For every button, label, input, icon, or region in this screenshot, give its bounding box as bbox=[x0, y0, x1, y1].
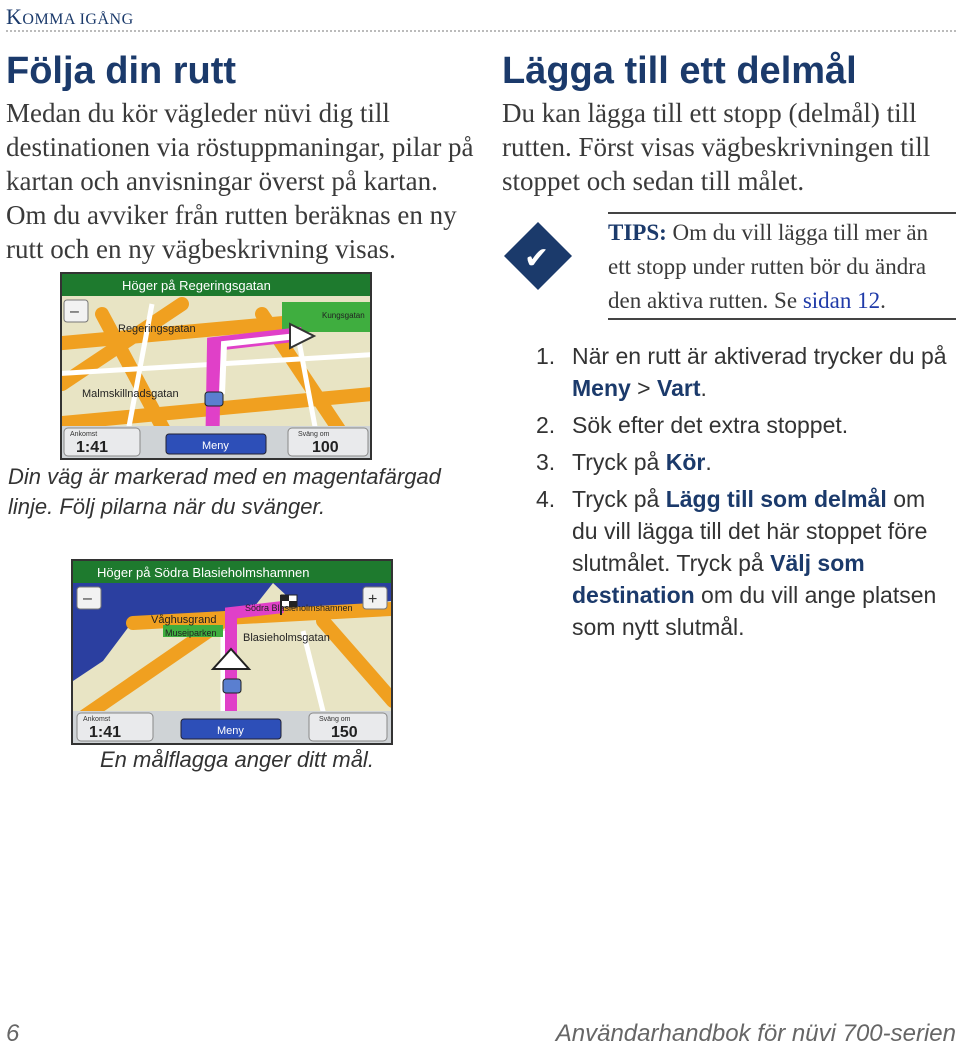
caption-2: En målflagga anger ditt mål. bbox=[100, 747, 374, 772]
left-paragraph: Medan du kör vägleder nüvi dig till destinationen via röstuppmaningar, pilar på kartan och anvisningar överst på kartan. Om du avviker från rutten beräknas en ny rutt och en ny vägbeskrivning visas. bbox=[6, 98, 474, 264]
keyword-lagg-till-som-delmal: Lägg till som delmål bbox=[665, 486, 887, 512]
tip-text: Om du vill lägga till mer än ett stopp under rutten bör du ändra den aktiva rutten. Se bbox=[608, 220, 929, 313]
step-number: 2. bbox=[536, 412, 556, 438]
keyword-meny: Meny bbox=[572, 375, 631, 401]
screen2-turn-value: 150 bbox=[331, 724, 358, 741]
section-header-rest: OMMA IGÅNG bbox=[22, 11, 134, 28]
screen1-street-c: Kungsgatan bbox=[322, 311, 365, 320]
step-item bbox=[536, 446, 956, 478]
step-item bbox=[536, 409, 956, 441]
screen1-menu-label: Meny bbox=[202, 440, 229, 452]
screen1-street-a: Regeringsgatan bbox=[118, 323, 196, 335]
svg-text:+: + bbox=[368, 591, 378, 608]
footer-title: Användarhandbok för nüvi 700-serien bbox=[555, 1020, 956, 1047]
screen1-turn-value: 100 bbox=[312, 439, 339, 456]
tip-label: TIPS: bbox=[608, 220, 667, 245]
step-number: 4. bbox=[536, 486, 556, 512]
screen2-banner: Höger på Södra Blasieholmshamnen bbox=[97, 565, 310, 580]
screen2-street-b: Museiparken bbox=[165, 628, 217, 638]
screen2-street-c: Blasieholmsgatan bbox=[243, 632, 330, 644]
right-heading: Lägga till ett delmål bbox=[502, 50, 857, 92]
section-header-initial: K bbox=[6, 4, 23, 29]
svg-text:–: – bbox=[70, 303, 79, 320]
tip-rule-bottom bbox=[608, 318, 956, 320]
tip-end: . bbox=[880, 288, 886, 313]
step-item bbox=[536, 483, 956, 643]
tip-box bbox=[608, 216, 956, 318]
screen2-turn-label: Sväng om bbox=[319, 716, 351, 723]
step-text: Tryck på Lägg till som delmål om du vill lägga till det här stoppet före slutmålet. Tryck på Välj som destination om du vill ange platsen som nytt slutmål. bbox=[572, 486, 937, 640]
map-screenshot-2 bbox=[71, 559, 393, 745]
screen2-street-d: Södra Blasieholmshamnen bbox=[245, 603, 353, 613]
step-text: Tryck på Kör. bbox=[572, 449, 712, 475]
step-text: Sök efter det extra stoppet. bbox=[572, 412, 849, 438]
step-number: 1. bbox=[536, 343, 556, 369]
screen1-street-b: Malmskillnadsgatan bbox=[82, 388, 179, 400]
steps-list bbox=[536, 340, 956, 648]
keyword-valj-som-destination: Välj som destination bbox=[572, 550, 865, 608]
caption-1: Din väg är markerad med en magentafärgad linje. Följ pilarna när du svänger. bbox=[8, 464, 441, 519]
tip-rule-top bbox=[608, 212, 956, 214]
header-rule bbox=[6, 30, 956, 32]
screen1-banner: Höger på Regeringsgatan bbox=[122, 278, 271, 293]
section-header bbox=[6, 4, 134, 30]
tip-page-link[interactable]: sidan 12 bbox=[802, 288, 881, 313]
screen1-turn-label: Sväng om bbox=[298, 431, 330, 438]
svg-text:–: – bbox=[83, 590, 92, 607]
right-paragraph: Du kan lägga till ett stopp (delmål) till rutten. Först visas vägbeskrivningen till stoppet och sedan till målet. bbox=[502, 98, 931, 196]
tip-checkmark-icon bbox=[504, 222, 572, 290]
screen1-arrival-label: Ankomst bbox=[70, 431, 98, 438]
map-screenshot-1 bbox=[60, 272, 372, 460]
footer-page-number: 6 bbox=[6, 1020, 20, 1047]
keyword-vart: Vart bbox=[657, 375, 701, 401]
step-item bbox=[536, 340, 956, 404]
screen2-menu-label: Meny bbox=[217, 725, 244, 737]
left-heading: Följa din rutt bbox=[6, 50, 237, 92]
svg-text:✔: ✔ bbox=[524, 241, 550, 276]
keyword-kor: Kör bbox=[665, 449, 706, 475]
step-number: 3. bbox=[536, 449, 556, 475]
step-text: När en rutt är aktiverad trycker du på Meny > Vart. bbox=[572, 343, 947, 401]
screen2-arrival-value: 1:41 bbox=[89, 724, 122, 741]
screen1-arrival-value: 1:41 bbox=[76, 439, 109, 456]
screen2-arrival-label: Ankomst bbox=[83, 716, 111, 723]
screen2-street-a: Våghusgrand bbox=[151, 614, 217, 626]
